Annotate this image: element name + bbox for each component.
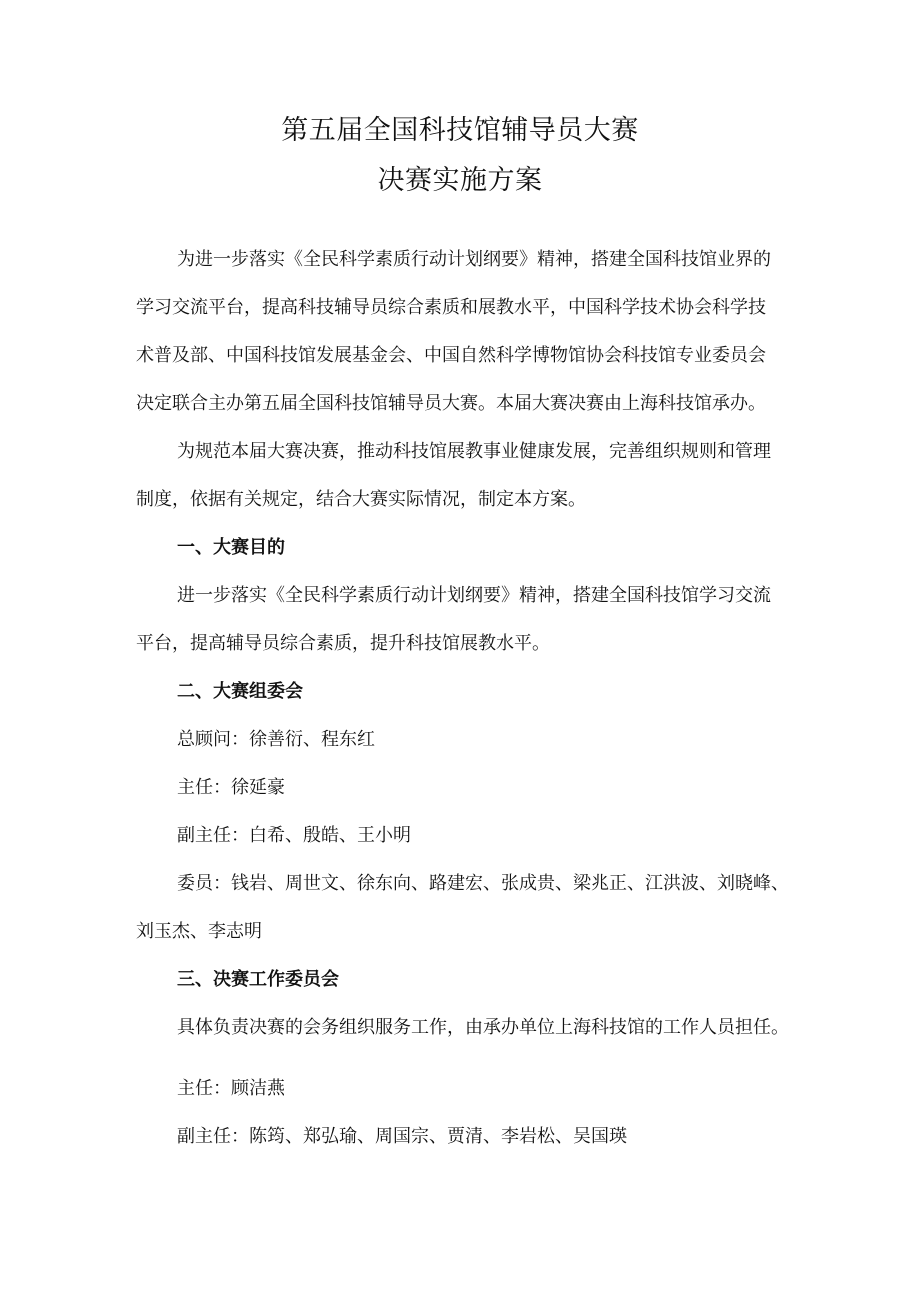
document-title-line-1: 第五届全国科技馆辅导员大赛 (281, 115, 639, 146)
section-1-heading: 一、大赛目的 (177, 537, 285, 558)
section-2-heading: 二、大赛组委会 (177, 681, 303, 702)
working-committee-deputy: 副主任：陈筠、郑弘瑜、周国宗、贾清、李岩松、吴国瑛 (177, 1126, 627, 1147)
working-committee-description: 具体负责决赛的会务组织服务工作，由承办单位上海科技馆的工作人员担任。 (177, 1017, 789, 1038)
section-1-line: 进一步落实《全民科学素质行动计划纲要》精神，搭建全国科技馆学习交流 (177, 585, 771, 606)
purpose-paragraph-line: 为规范本届大赛决赛，推动科技馆展教事业健康发展，完善组织规则和管理 (177, 441, 771, 462)
committee-members-line: 刘玉杰、李志明 (136, 921, 262, 942)
purpose-paragraph-line: 制度，依据有关规定，结合大赛实际情况，制定本方案。 (136, 489, 586, 510)
intro-paragraph-line: 为进一步落实《全民科学素质行动计划纲要》精神，搭建全国科技馆业界的 (177, 249, 771, 270)
intro-paragraph-line: 学习交流平台，提高科技辅导员综合素质和展教水平，中国科学技术协会科学技 (136, 297, 766, 318)
document-title-line-2: 决赛实施方案 (377, 165, 543, 196)
intro-paragraph-line: 术普及部、中国科技馆发展基金会、中国自然科学博物馆协会科技馆专业委员会 (136, 345, 766, 366)
committee-deputy: 副主任：白希、殷皓、王小明 (177, 825, 411, 846)
committee-director: 主任：徐延豪 (177, 777, 285, 798)
committee-advisor: 总顾问：徐善衍、程东红 (177, 729, 375, 750)
section-1-line: 平台，提高辅导员综合素质，提升科技馆展教水平。 (136, 633, 550, 654)
section-3-heading: 三、决赛工作委员会 (177, 969, 339, 990)
working-committee-director: 主任：顾洁燕 (177, 1078, 285, 1099)
committee-members-line: 委员：钱岩、周世文、徐东向、路建宏、张成贵、梁兆正、江洪波、刘晓峰、 (177, 873, 789, 894)
intro-paragraph-line: 决定联合主办第五届全国科技馆辅导员大赛。本届大赛决赛由上海科技馆承办。 (136, 393, 766, 414)
